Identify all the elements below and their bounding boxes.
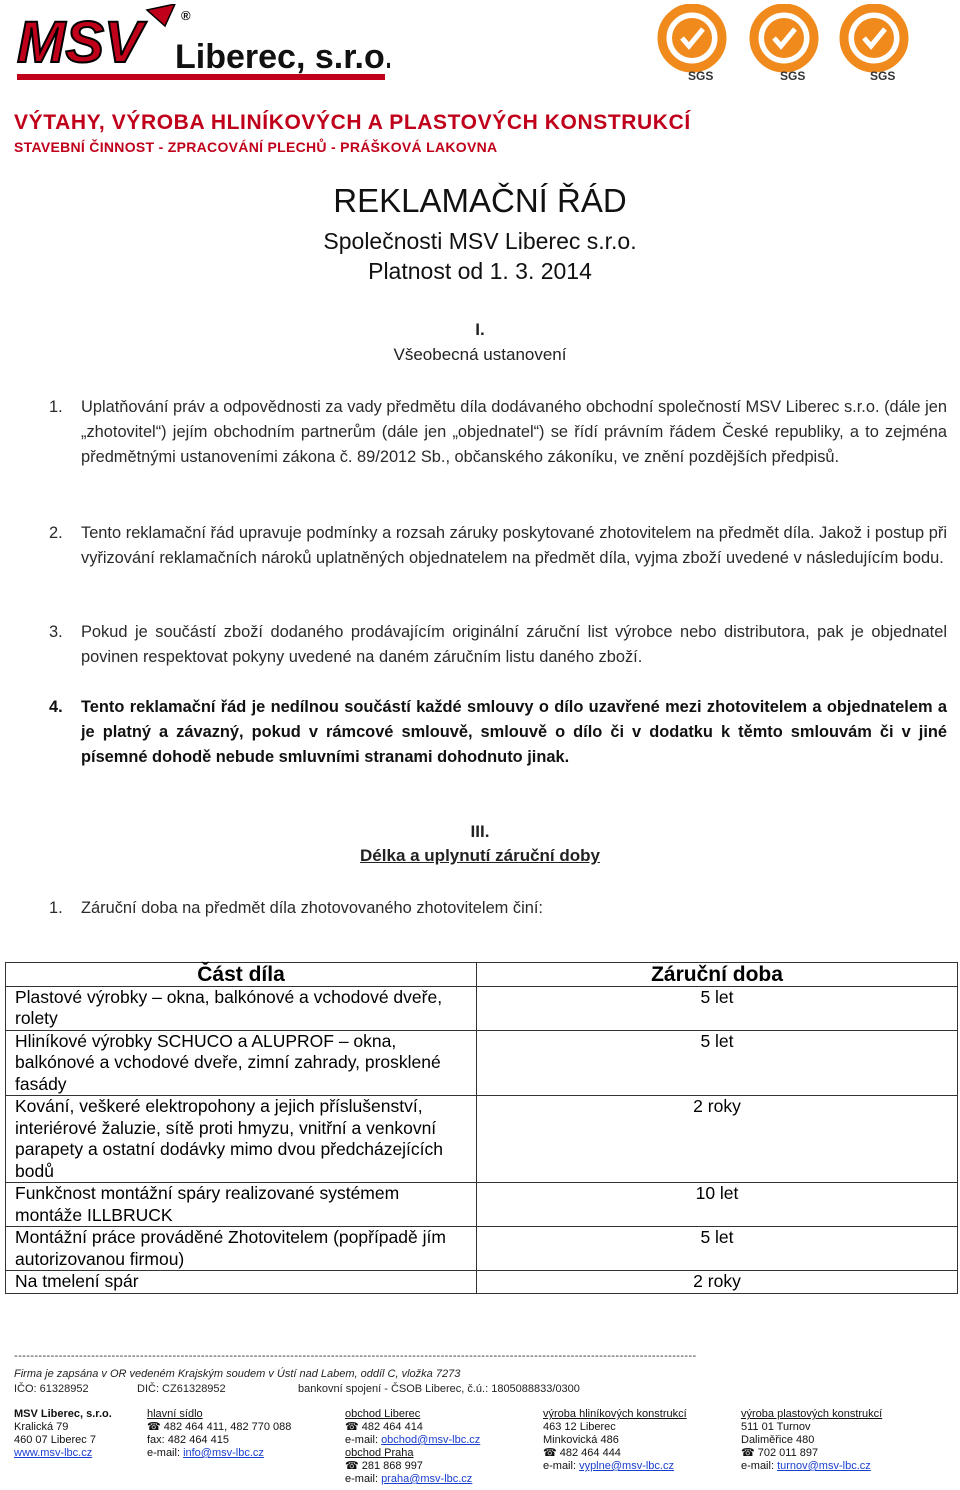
email-label: e-mail: [543, 1460, 580, 1472]
svg-text:®: ® [181, 8, 191, 23]
footer-col-heading: hlavní sídlo [147, 1408, 203, 1420]
column-header: Záruční doba [477, 963, 958, 987]
document-validity: Platnost od 1. 3. 2014 [368, 258, 592, 284]
table-row [6, 1096, 958, 1183]
company-subtagline: STAVEBNÍ ČINNOST - ZPRACOVÁNÍ PLECHŮ - PRÁŠKOVÁ LAKOVNA [14, 139, 498, 155]
paragraph [49, 695, 947, 770]
footer-col-heading: obchod Praha [345, 1447, 414, 1459]
email-link[interactable]: praha@msv-lbc.cz [381, 1473, 473, 1485]
footer-email-row [543, 1460, 687, 1473]
svg-text:SGS: SGS [688, 69, 714, 82]
table-row [6, 986, 958, 1030]
paragraph [49, 896, 947, 921]
paragraph-number: 2. [49, 524, 63, 542]
email-link[interactable]: turnov@msv-lbc.cz [777, 1460, 871, 1472]
table-row [6, 1030, 958, 1096]
table-header-row [6, 963, 958, 987]
footer-ico: IČO: 61328952 [14, 1383, 89, 1395]
section-title: Všeobecná ustanovení [393, 345, 567, 364]
website-link[interactable]: www.msv-lbc.cz [14, 1447, 93, 1459]
footer-line: ☎ 281 868 997 [345, 1460, 423, 1472]
footer-line: 460 07 Liberec 7 [14, 1434, 96, 1446]
footer-line: 463 12 Liberec [543, 1421, 616, 1433]
footer-divider: ------------------------------------------------------------------------------------------------------------------------------------------------------------------------ [14, 1350, 697, 1362]
table-cell-part: Montážní práce prováděné Zhotovitelem (popřípadě jím autorizovanou firmou) [6, 1227, 477, 1271]
iso9001-cert-icon [834, 4, 914, 82]
warranty-table [5, 962, 958, 1294]
footer-email-row [147, 1447, 291, 1460]
table-cell-period: 5 let [477, 1227, 958, 1271]
email-link[interactable]: vyplne@msv-lbc.cz [579, 1460, 674, 1472]
table-cell-part: Hliníkové výrobky SCHUCO a ALUPROF – okna, balkónové a vchodové dveře, zimní zahrady, prosklené fasády [6, 1030, 477, 1096]
table-cell-part: Na tmelení spár [6, 1271, 477, 1294]
footer-registration: Firma je zapsána v OR vedeném Krajským soudem v Ústí nad Labem, oddíl C, vložka 7273 [14, 1368, 461, 1380]
footer-email-row [345, 1434, 480, 1447]
section-title-text: Délka a uplynutí záruční doby [360, 846, 600, 865]
footer-email-row [741, 1460, 882, 1473]
paragraph-text: Tento reklamační řád je nedílnou součástí každé smlouvy o dílo uzavřené mezi zhotovitelem a objednatelem a je platný a závazný, pokud v rámcové smlouvě, smlouvě o dílo či v dodatku k těmto smlouvám či v jiné písemné dohodě nebude smluvními stranami dohodnuto jinak. [81, 698, 947, 766]
email-link[interactable]: obchod@msv-lbc.cz [381, 1434, 481, 1446]
paragraph [49, 395, 947, 470]
footer-line: Minkovická 486 [543, 1434, 619, 1446]
svg-text:SGS: SGS [870, 69, 896, 82]
table-cell-period: 2 roky [477, 1271, 958, 1294]
paragraph-text: Tento reklamační řád upravuje podmínky a rozsah záruky poskytované zhotovitelem na předmět díla. Jakož i postup při vyřizování reklamačních nároků uplatněných objednatelem na předmět díla, vyjma zboží uvedené v následujícím bodu. [81, 524, 947, 567]
footer-col-heading: výroba plastových konstrukcí [741, 1408, 883, 1420]
footer-line: Kralická 79 [14, 1421, 69, 1433]
document-company: Společnosti MSV Liberec s.r.o. [323, 228, 637, 254]
paragraph-text: Pokud je součástí zboží dodaného prodávajícím originální záruční list výrobce nebo distributora, pak je objednatel povinen respektovat pokyny uvedené na daném záručním listu daného zboží. [81, 623, 947, 666]
footer-col-sales [345, 1408, 480, 1486]
footer-col-headquarters [147, 1408, 291, 1460]
email-link[interactable]: info@msv-lbc.cz [183, 1447, 264, 1459]
paragraph [49, 521, 947, 571]
paragraph-text: Záruční doba na předmět díla zhotovovaného zhotovitelem činí: [81, 899, 543, 917]
document-title: REKLAMAČNÍ ŘÁD [333, 182, 627, 219]
section-number: III. [470, 822, 490, 841]
email-label: e-mail: [147, 1447, 184, 1459]
table-row [6, 1227, 958, 1271]
table-cell-part: Funkčnost montážní spáry realizované systémem montáže ILLBRUCK [6, 1183, 477, 1227]
footer-line: fax: 482 464 415 [147, 1434, 229, 1446]
table-cell-period: 10 let [477, 1183, 958, 1227]
company-logo [15, 4, 390, 82]
footer-line: 511 01 Turnov [741, 1421, 811, 1433]
footer-line: ☎ 482 464 414 [345, 1421, 423, 1433]
table-cell-period: 2 roky [477, 1096, 958, 1183]
column-header: Část díla [6, 963, 477, 987]
paragraph [49, 620, 947, 670]
footer-line: ☎ 702 011 897 [741, 1447, 819, 1459]
ohsas-cert-icon [652, 4, 732, 82]
footer-email-row [345, 1473, 480, 1486]
table-cell-period: 5 let [477, 986, 958, 1030]
table-row [6, 1183, 958, 1227]
footer-col-aluminium [543, 1408, 687, 1473]
footer-col-heading: výroba hliníkových konstrukcí [543, 1408, 687, 1420]
paragraph-number: 1. [49, 398, 63, 416]
email-label: e-mail: [741, 1460, 778, 1472]
table-cell-period: 5 let [477, 1030, 958, 1096]
section-title [0, 846, 960, 866]
svg-text:MSV: MSV [17, 10, 143, 75]
svg-text:Liberec, s.r.o.: Liberec, s.r.o. [175, 38, 390, 76]
iso14001-cert-icon [744, 4, 824, 82]
svg-text:SGS: SGS [780, 69, 806, 82]
footer-col-company [14, 1408, 112, 1460]
footer-line: ☎ 482 464 444 [543, 1447, 621, 1459]
footer-col-heading: obchod Liberec [345, 1408, 421, 1420]
certification-badges [652, 4, 922, 82]
footer-col-heading: MSV Liberec, s.r.o. [14, 1408, 112, 1420]
section-number: I. [475, 320, 485, 339]
email-label: e-mail: [345, 1473, 382, 1485]
footer-col-plastic [741, 1408, 882, 1473]
footer-line: Daliměřice 480 [741, 1434, 815, 1446]
paragraph-number: 1. [49, 899, 63, 917]
paragraph-number: 4. [49, 698, 63, 716]
footer-bank: bankovní spojení - ČSOB Liberec, č.ú.: 1805088833/0300 [298, 1383, 580, 1395]
paragraph-number: 3. [49, 623, 63, 641]
email-label: e-mail: [345, 1434, 382, 1446]
table-cell-part: Kování, veškeré elektropohony a jejich příslušenství, interiérové žaluzie, sítě proti hmyzu, vnitřní a venkovní parapety a ostatní dodávky mimo dvou předcházejících bodů [6, 1096, 477, 1183]
paragraph-text: Uplatňování práv a odpovědnosti za vady předmětu díla dodávaného obchodní společností MSV Liberec s.r.o. (dále jen „zhotovitel“) jejím obchodním partnerům (dále jen „objednatel“) se řídí právním řádem České republiky, a to zejména předmětnými ustanoveními zákona č. 89/2012 Sb., občanského zákoníku, ve znění pozdějších předpisů. [81, 398, 947, 466]
table-row [6, 1271, 958, 1294]
footer-dic: DIČ: CZ61328952 [137, 1383, 226, 1395]
footer-line: ☎ 482 464 411, 482 770 088 [147, 1421, 292, 1433]
company-tagline: VÝTAHY, VÝROBA HLINÍKOVÝCH A PLASTOVÝCH KONSTRUKCÍ [14, 111, 691, 134]
table-cell-part: Plastové výrobky – okna, balkónové a vchodové dveře, rolety [6, 986, 477, 1030]
